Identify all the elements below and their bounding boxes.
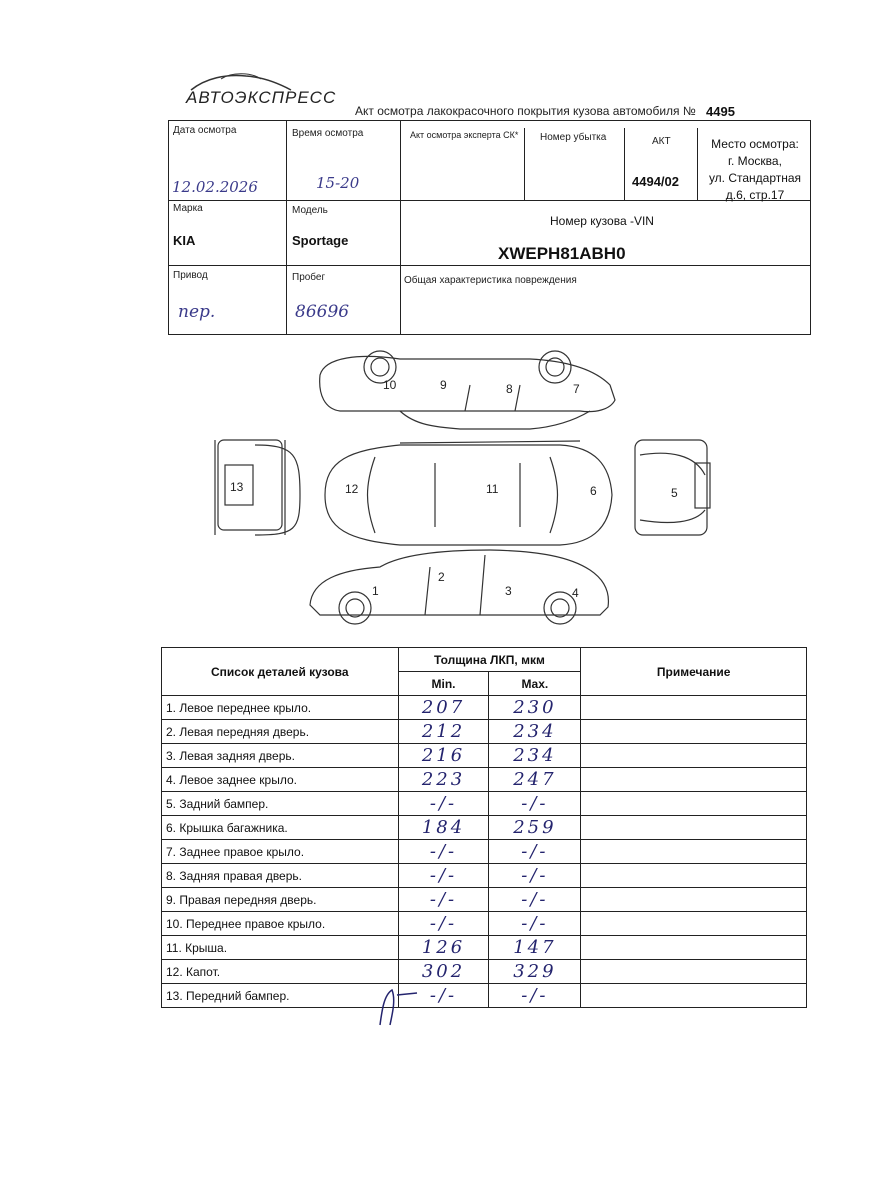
min-value: 216 [398,744,489,768]
note-cell [581,768,807,792]
zone-7: 7 [573,382,580,396]
note-cell [581,960,807,984]
part-name: 12. Капот. [162,960,399,984]
zone-5: 5 [671,486,678,500]
parts-table [161,647,807,1008]
max-value: 247 [489,768,581,792]
car-right-side-icon [320,351,615,429]
part-name: 3. Левая задняя дверь. [162,744,399,768]
max-value: -/- [489,912,581,936]
mileage-value: 86696 [295,302,350,322]
damage-label: Общая характеристика повреждения [404,275,577,286]
table-row [162,984,807,1008]
min-value: 212 [398,720,489,744]
note-cell [581,984,807,1008]
part-name: 7. Заднее правое крыло. [162,840,399,864]
act-value: 4494/02 [632,174,679,189]
table-row [162,960,807,984]
model-label: Модель [292,205,328,216]
part-name: 8. Задняя правая дверь. [162,864,399,888]
table-row [162,696,807,720]
table-row [162,768,807,792]
zone-2: 2 [438,570,445,584]
table-row [162,744,807,768]
zone-11: 11 [486,482,499,496]
expert-label: Акт осмотра эксперта СК* [410,130,519,140]
note-cell [581,816,807,840]
min-value: -/- [398,840,489,864]
act-number: 4495 [706,104,735,119]
place-block [700,136,810,204]
document-title: Акт осмотра лакокрасочного покрытия кузова автомобиля № [355,104,696,118]
part-name: 4. Левое заднее крыло. [162,768,399,792]
col-note-header: Примечание [581,648,807,696]
min-value: -/- [398,864,489,888]
col-parts-header: Список деталей кузова [162,648,399,696]
max-value: 234 [489,720,581,744]
note-cell [581,864,807,888]
vin-value: XWEPH81ABH0 [498,244,626,263]
part-name: 9. Правая передняя дверь. [162,888,399,912]
min-value: -/- [398,888,489,912]
zone-3: 3 [505,584,512,598]
drive-label: Привод [173,270,208,281]
zone-4: 4 [572,586,579,600]
max-value: 230 [489,696,581,720]
car-left-side-icon [310,550,608,624]
table-row [162,720,807,744]
loss-label: Номер убытка [540,132,607,143]
max-value: -/- [489,864,581,888]
min-value: 126 [398,936,489,960]
zone-8: 8 [506,382,513,396]
note-cell [581,696,807,720]
zone-13: 13 [230,480,244,494]
place-line2: ул. Стандартная [708,171,802,185]
max-value: -/- [489,840,581,864]
table-row [162,912,807,936]
zone-12: 12 [345,482,359,496]
table-row [162,936,807,960]
time-label: Время осмотра [292,128,364,139]
part-name: 10. Переднее правое крыло. [162,912,399,936]
part-name: 11. Крыша. [162,936,399,960]
min-value: 184 [398,816,489,840]
signature [372,985,432,1030]
max-value: -/- [489,792,581,816]
part-name: 5. Задний бампер. [162,792,399,816]
min-value: -/- [398,984,489,1008]
model-value: Sportage [292,233,349,248]
table-row [162,864,807,888]
car-diagram [200,345,720,640]
act-label: АКТ [652,136,671,147]
part-name: 2. Левая передняя дверь. [162,720,399,744]
make-value: KIA [173,233,196,248]
max-value: -/- [489,888,581,912]
car-front-view-icon [215,440,300,535]
drive-value: пер. [178,302,216,322]
col-thickness-header: Толщина ЛКП, мкм [398,648,581,672]
table-row [162,792,807,816]
part-name: 13. Передний бампер. [162,984,399,1008]
note-cell [581,744,807,768]
car-top-view-icon [325,441,612,545]
min-value: 207 [398,696,489,720]
max-value: -/- [489,984,581,1008]
place-line1: г. Москва, [728,154,782,168]
date-label: Дата осмотра [173,125,237,136]
min-value: -/- [398,792,489,816]
col-min-header: Min. [398,672,489,696]
zone-1: 1 [372,584,379,598]
note-cell [581,792,807,816]
table-row [162,816,807,840]
max-value: 259 [489,816,581,840]
max-value: 147 [489,936,581,960]
table-row [162,888,807,912]
time-value: 15-20 [316,174,360,192]
mileage-label: Пробег [292,272,326,283]
zone-10: 10 [383,378,397,392]
zone-6: 6 [590,484,597,498]
max-value: 329 [489,960,581,984]
table-row [162,840,807,864]
zone-9: 9 [440,378,447,392]
part-name: 6. Крышка багажника. [162,816,399,840]
date-value: 12.02.2026 [172,178,258,196]
min-value: -/- [398,912,489,936]
min-value: 223 [398,768,489,792]
place-label: Место осмотра: [711,137,799,151]
vin-label: Номер кузова -VIN [550,214,654,228]
place-line3: д.6, стр.17 [725,188,785,202]
note-cell [581,936,807,960]
note-cell [581,840,807,864]
min-value: 302 [398,960,489,984]
make-label: Марка [173,203,203,214]
max-value: 234 [489,744,581,768]
note-cell [581,720,807,744]
part-name: 1. Левое переднее крыло. [162,696,399,720]
col-max-header: Max. [489,672,581,696]
note-cell [581,888,807,912]
logo: АВТОЭКСПРЕСС [186,88,337,107]
note-cell [581,912,807,936]
